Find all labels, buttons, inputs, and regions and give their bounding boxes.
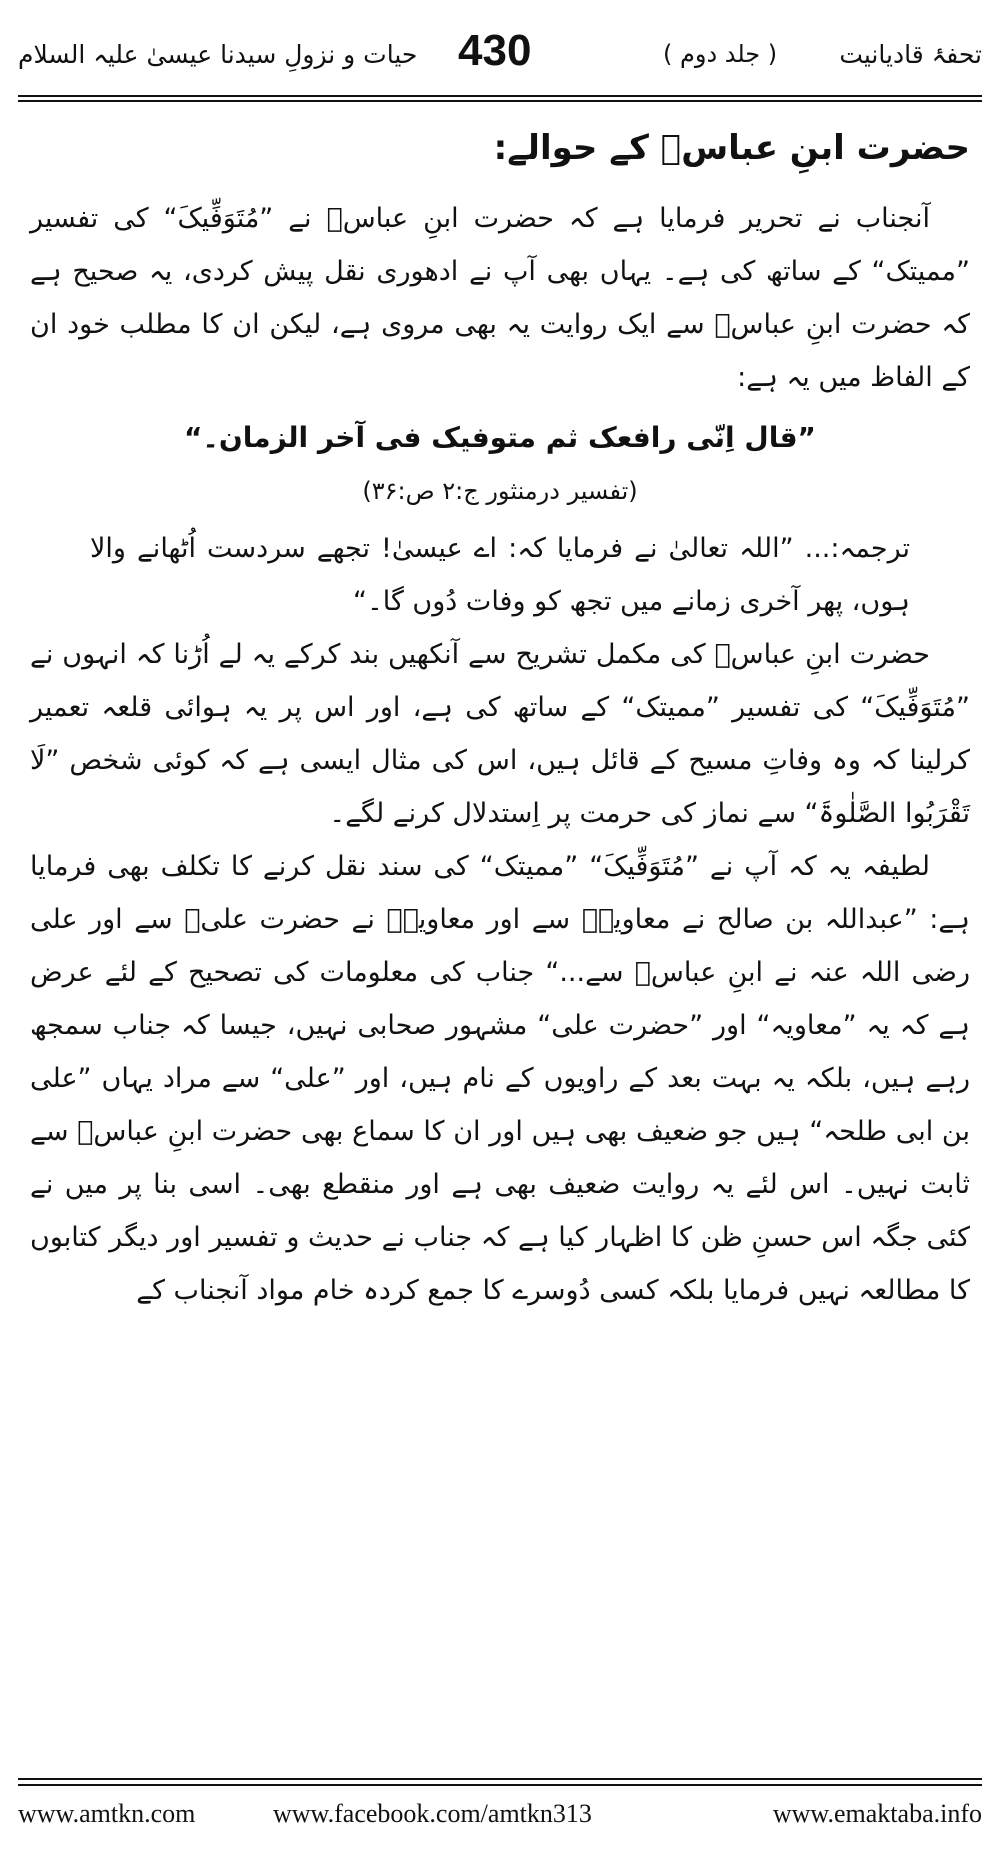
footer-link-amtkn[interactable]: www.amtkn.com <box>18 1799 196 1828</box>
header-rule-second <box>18 100 982 102</box>
book-title: تحفۂ قادیانیت <box>839 40 982 69</box>
page-footer <box>18 1795 982 1835</box>
footer-rule-second <box>18 1784 982 1786</box>
page-header <box>18 18 982 88</box>
header-rule <box>18 95 982 97</box>
page-number: 430 <box>458 26 532 75</box>
paragraph-2: حضرت ابنِ عباسؓ کی مکمل تشریح سے آنکھیں بند کرکے یہ لے اُڑنا کہ انہوں نے ”مُتَوَفِّیکَ“ کی تفسیر ”ممیتک“ کے ساتھ کی ہے، اور اس پر یہ ہوائی قلعہ تعمیر کرلینا کہ وہ وفاتِ مسیح کے قائل ہیں، اس کی مثال ایسی ہے کہ کوئی شخص ”لَا تَقْرَبُوا الصَّلٰوۃَ“ سے نماز کی حرمت پر اِستدلال کرنے لگے۔ <box>30 639 970 829</box>
quote-reference: (تفسیر درمنثور ج:۲ ص:۳۶) <box>362 477 638 505</box>
footer-rule <box>18 1778 982 1780</box>
footer-link-emaktaba[interactable]: www.emaktaba.info <box>772 1799 982 1828</box>
translation: ترجمہ:... ”اللہ تعالیٰ نے فرمایا کہ: اے عیسیٰ! تجھے سردست اُٹھانے والا ہوں، پھر آخری زمانے میں تجھ کو وفات دُوں گا۔“ <box>90 533 910 617</box>
arabic-quote: ”قال اِنّی رافعک ثم متوفیک فی آخر الزمان۔“ <box>184 421 816 454</box>
paragraph-3: لطیفہ یہ کہ آپ نے ”مُتَوَفِّیکَ“ ”ممیتک“ کی سند نقل کرنے کا تکلف بھی فرمایا ہے: ”عبداللہ بن صالح نے معاویہؒ سے اور معاویہؒ نے حضرت علیؓ سے اور علی رضی اللہ عنہ نے ابنِ عباسؓ سے...“ جناب کی معلومات کی تصحیح کے لئے عرض ہے کہ یہ ”معاویہ“ اور ”حضرت علی“ مشہور صحابی نہیں، جیسا کہ جناب سمجھ رہے ہیں، بلکہ یہ بہت بعد کے راویوں کے نام ہیں، اور ”علی“ سے مراد یہاں ”علی بن ابی طلحہ“ ہیں جو ضعیف بھی ہیں اور ان کا سماع بھی حضرت ابنِ عباسؓ سے ثابت نہیں۔ اس لئے یہ روایت ضعیف بھی ہے اور منقطع بھی۔ اسی بنا پر میں نے کئی جگہ اس حسنِ ظن کا اظہار کیا ہے کہ جناب نے حدیث و تفسیر اور دیگر کتابوں کا مطالعہ نہیں فرمایا بلکہ کسی دُوسرے کا جمع کردہ خام مواد آنجناب کے <box>30 851 970 1306</box>
volume-label: ( جلد دوم ) <box>663 40 778 68</box>
paragraph-1: آنجناب نے تحریر فرمایا ہے کہ حضرت ابنِ عباسؓ نے ”مُتَوَفِّیکَ“ کی تفسیر ”ممیتک“ کے ساتھ کی ہے۔ یہاں بھی آپ نے ادھوری نقل پیش کردی، یہ صحیح ہے کہ حضرت ابنِ عباسؓ سے ایک روایت یہ بھی مروی ہے، لیکن ان کا مطلب خود ان کے الفاظ میں یہ ہے: <box>30 203 970 393</box>
section-heading: حضرت ابنِ عباسؓ کے حوالے: <box>493 128 970 168</box>
footer-link-facebook[interactable]: www.facebook.com/amtkn313 <box>273 1799 592 1828</box>
page-content <box>30 112 970 1317</box>
chapter-title: حیات و نزولِ سیدنا عیسیٰ علیہ السلام <box>18 40 418 69</box>
